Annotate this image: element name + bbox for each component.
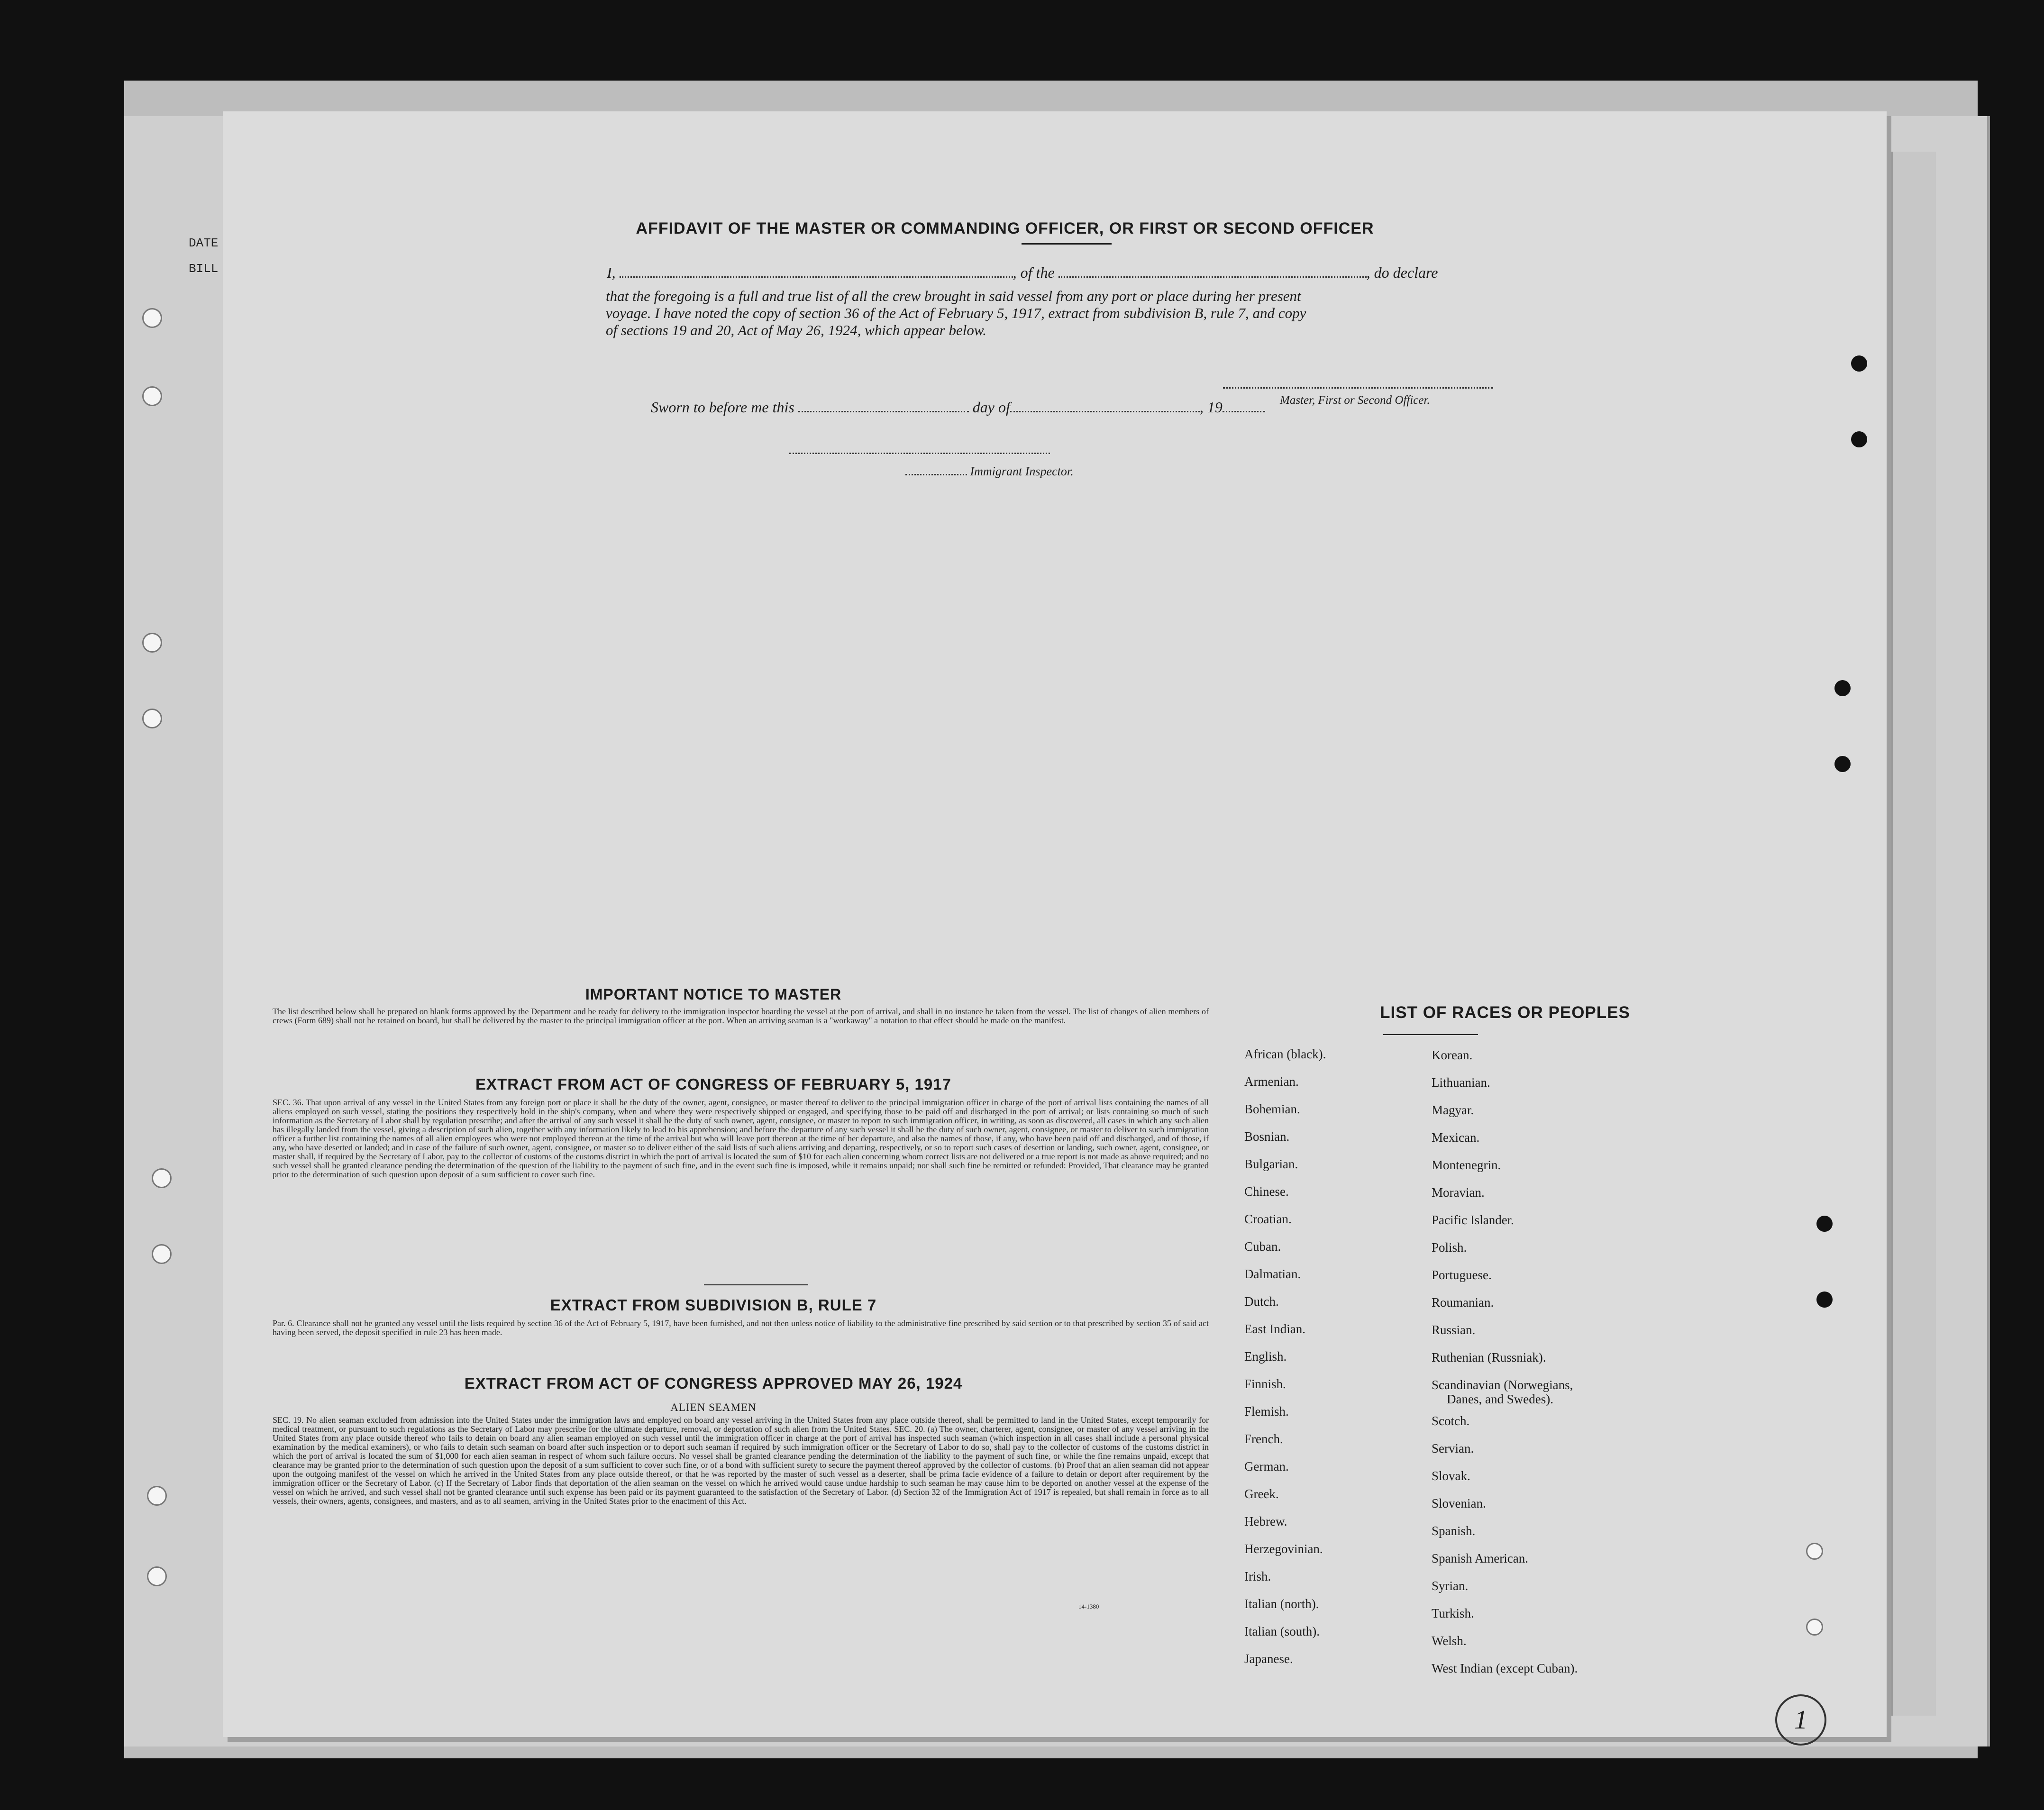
inspector-caption: [905, 464, 1074, 479]
race-entry: Bohemian.: [1244, 1102, 1300, 1116]
binder-hole-open: [1806, 1543, 1823, 1560]
race-entry: Herzegovinian.: [1244, 1542, 1323, 1556]
affidavit-i: I,: [607, 264, 616, 281]
race-entry: Flemish.: [1244, 1404, 1289, 1419]
races-title: LIST OF RACES OR PEOPLES: [1380, 1003, 1630, 1022]
race-entry: Slovenian.: [1432, 1496, 1486, 1510]
race-entry: Pacific Islander.: [1432, 1213, 1514, 1227]
extract-1917-text: SEC. 36. That upon arrival of any vessel in the United States from any foreign port or place it shall be the duty of the owner, agent, consignee, or master thereof to deliver to the principal immigration officer in charge of the port of arrival lists containing the names of all aliens employed on such vessel, stating the positions they respectively hold in the ship's company, when and where they were respectively shipped or engaged, and specifying those to be paid off and discharged in the port of arrival; or lists containing so much of such information as the Secretary of Labor shall by regulation prescribe; and after the arrival of any such vessel it shall be the duty of such owner, agent, consignee, or master to report to such immigration officer, in writing, as soon as discovered, all cases in which any such alien has illegally landed from the vessel, giving a description of such alien, together with any information likely to lead to his apprehension; and before the departure of any such vessel it shall be the duty of such owner, agent, consignee, or master to deliver to such immigration officer a further list containing the names of all alien employees who were not employed thereon at the time of the arrival but who will leave port thereon at the time of her departure, and also the names of those, if any, who have been paid off and discharged, and of those, if any, who have deserted or landed; and in case of the failure of such owner, agent, consignee, or master so to deliver either of the said lists of such aliens arriving and departing, respectively, or so to report such cases of desertion or landing, such owner, agent, consignee, or master shall, if required by the Secretary of Labor, pay to the collector of customs of the customs district in which the port of arrival is located the sum of $10 for each alien concerning whom correct lists are not delivered or a true report is not made as above required; and no such vessel shall be granted clearance pending the determination of the question of the liability to the payment of such fine, and in the event such fine is imposed, while it remains unpaid; nor shall such fine be remitted or refunded: Provided, That clearance may be granted prior to the determination of such question upon deposit of a sum sufficient to cover such fine.: [273, 1098, 1209, 1179]
sworn-month-field[interactable]: [1010, 411, 1200, 412]
affidavit-line-4: of sections 19 and 20, Act of May 26, 1924, which appear below.: [606, 322, 987, 338]
race-entry: Italian (south).: [1244, 1624, 1320, 1638]
race-entry: Cuban.: [1244, 1239, 1281, 1254]
affidavit-title: AFFIDAVIT OF THE MASTER OR COMMANDING OFFICER, OR FIRST OR SECOND OFFICER: [636, 219, 1374, 237]
race-entry: Moravian.: [1432, 1185, 1485, 1200]
year-label: , 19: [1199, 399, 1223, 416]
race-entry: Montenegrin.: [1432, 1158, 1501, 1172]
binder-hole: [1851, 431, 1867, 447]
race-entry: Armenian.: [1244, 1074, 1299, 1089]
race-entry: Syrian.: [1432, 1579, 1469, 1593]
day-of-label: day of: [972, 399, 1010, 416]
binder-hole: [1816, 1216, 1833, 1232]
race-entry: Scandinavian (Norwegians,: [1432, 1378, 1573, 1392]
rule7-rule: [704, 1284, 808, 1285]
race-entry: German.: [1244, 1459, 1289, 1473]
race-entry: Russian.: [1432, 1323, 1476, 1337]
punch-hole: [147, 1566, 167, 1586]
punch-hole: [142, 709, 162, 728]
notice-title: IMPORTANT NOTICE TO MASTER: [585, 986, 842, 1003]
extract-1924-title: EXTRACT FROM ACT OF CONGRESS APPROVED MAY 26, 1924: [464, 1374, 963, 1392]
race-entry: Bulgarian.: [1244, 1157, 1298, 1171]
punch-hole: [147, 1486, 167, 1506]
margin-bill-label: BILL: [189, 262, 219, 276]
race-entry: Irish.: [1244, 1569, 1271, 1583]
race-entry: Bosnian.: [1244, 1129, 1290, 1144]
race-entry: East Indian.: [1244, 1322, 1305, 1336]
sworn-year-field[interactable]: [1223, 411, 1265, 412]
race-entry: Italian (north).: [1244, 1597, 1319, 1611]
races-left-column: [1244, 1040, 1420, 1673]
extract-1924-text: SEC. 19. No alien seaman excluded from admission into the United States under the immigration laws and employed on board any vessel arriving in the United States from any place outside thereof, shall be permitted to land in the United States, except temporarily for medical treatment, or pursuant to such regulations as the Secretary of Labor may prescribe for the ultimate departure, removal, or deportation of such alien from the United States. SEC. 20. (a) The owner, charterer, agent, consignee, or master of any vessel arriving in the United States from any place outside thereof who fails to detain on board any alien seaman employed on such vessel until the immigration officer in charge at the port of arrival has inspected such seaman (which inspection in all cases shall include a personal physical examination by the medical examiners), or who fails to detain such seaman on board after such inspection or to deport such seaman if required by such immigration officer or the Secretary of Labor to do so, shall pay to the collector of customs of the customs district in which the port of arrival is located the sum of $1,000 for each alien seaman in respect of whom such failure occurs. No vessel shall be granted clearance pending the determination of the liability to the payment of such fine, or while the fine remains unpaid, except that clearance may be granted prior to the determination of such question upon the deposit of a sum sufficient to cover such fine, or of a bond with sufficient surety to secure the payment thereof approved by the collector of customs. (b) Proof that an alien seaman did not appear upon the outgoing manifest of the vessel on which he arrived in the United States from any place outside thereof, or that he was reported by the master of such vessel as a deserter, shall be prima facie evidence of a failure to detain or deport after requirement by the immigration officer or the Secretary of Labor. (c) If the Secretary of Labor finds that deportation of the alien seaman on the vessel on which he arrived would cause undue hardship to such seaman he may cause him to be deported on another vessel at the expense of the vessel on which he arrived, and such vessel shall not be granted clearance until such expense has been paid or its payment guaranteed to the satisfaction of the Secretary of Labor. (d) Section 32 of the Immigration Act of 1917 is repealed, but shall remain in force as to all vessels, their owners, agents, consignees, and masters, and as to all seamen, arriving in the United States prior to the enactment of this Act.: [273, 1415, 1209, 1506]
under-sheet-edge: [1891, 152, 1936, 1716]
race-entry: Polish.: [1432, 1240, 1467, 1255]
punch-hole: [152, 1244, 172, 1264]
race-entry: Mexican.: [1432, 1130, 1480, 1145]
race-entry: Welsh.: [1432, 1634, 1467, 1648]
race-entry: Dalmatian.: [1244, 1267, 1301, 1281]
affidavit-line-1: [607, 264, 1438, 282]
race-entry: English.: [1244, 1349, 1287, 1364]
race-entry: Servian.: [1432, 1441, 1474, 1455]
binder-hole: [1834, 756, 1851, 772]
extract-rule7-text: Par. 6. Clearance shall not be granted any vessel until the lists required by section 36 of the Act of February 5, 1917, have been furnished, and not then unless notice of liability to the administrative fine prescribed by said section or to that prescribed by section 35 of said act having been served, the deposit specified in rule 23 has been made.: [273, 1319, 1209, 1337]
alien-seamen-subtitle: ALIEN SEAMEN: [670, 1401, 757, 1413]
extract-1917-title: EXTRACT FROM ACT OF CONGRESS OF FEBRUARY 5, 1917: [475, 1075, 951, 1093]
inspector-dots: [905, 474, 967, 475]
race-entry: Dutch.: [1244, 1294, 1279, 1309]
races-right-column: [1432, 1041, 1763, 1682]
binder-hole: [1851, 355, 1867, 372]
race-entry: Turkish.: [1432, 1606, 1474, 1620]
sworn-day-field[interactable]: [798, 411, 969, 412]
race-entry: Roumanian.: [1432, 1295, 1494, 1310]
affidavit-do-declare: , do declare: [1366, 264, 1438, 281]
master-signature-caption: Master, First or Second Officer.: [1280, 394, 1430, 407]
page-mark: 1: [1794, 1705, 1807, 1735]
affidavit-line-3: voyage. I have noted the copy of section 36 of the Act of February 5, 1917, extract from subdivision B, rule 7, and copy: [606, 305, 1306, 321]
races-rule: [1383, 1034, 1478, 1035]
race-entry: Greek.: [1244, 1487, 1279, 1501]
vessel-name-field[interactable]: [1058, 276, 1367, 278]
race-entry: Japanese.: [1244, 1652, 1293, 1666]
punch-hole: [142, 386, 162, 406]
race-entry: Lithuanian.: [1432, 1075, 1490, 1090]
race-entry: Spanish American.: [1432, 1551, 1528, 1565]
race-entry: Finnish.: [1244, 1377, 1286, 1391]
race-entry: West Indian (except Cuban).: [1432, 1661, 1578, 1675]
race-entry: Korean.: [1432, 1048, 1473, 1062]
race-entry: French.: [1244, 1432, 1283, 1446]
sworn-label: Sworn to before me this: [651, 399, 794, 416]
inspector-label: Immigrant Inspector.: [970, 464, 1074, 478]
sworn-line: [651, 399, 1265, 416]
binder-hole: [1834, 680, 1851, 696]
race-entry: Danes, and Swedes).: [1447, 1392, 1553, 1406]
notice-text: The list described below shall be prepared on blank forms approved by the Department and be ready for delivery to the immigration inspector boarding the vessel at the port of arrival, and shall in no instance be taken from the vessel. The list of changes of alien members of crews (Form 689) shall not be retained on board, but shall be delivered by the master to the principal immigration officer at the port. When an arriving seaman is a "workaway" a notation to that effect should be made on the manifest.: [273, 1007, 1209, 1025]
affidavit-of-the: , of the: [1013, 264, 1055, 281]
race-entry: Chinese.: [1244, 1184, 1289, 1199]
form-number: 14-1380: [1078, 1603, 1099, 1610]
affidavit-rule: [1022, 243, 1112, 245]
master-signature-line[interactable]: [1223, 387, 1493, 389]
affidavit-line-2: that the foregoing is a full and true list of all the crew brought in said vessel from any port or place during her present: [606, 288, 1301, 304]
race-entry: Spanish.: [1432, 1524, 1476, 1538]
race-entry: Hebrew.: [1244, 1514, 1287, 1528]
inspector-signature-line[interactable]: [789, 453, 1050, 454]
race-entry: Magyar.: [1432, 1103, 1474, 1117]
race-entry: Ruthenian (Russniak).: [1432, 1350, 1546, 1364]
race-entry: Scotch.: [1432, 1414, 1470, 1428]
punch-hole: [142, 633, 162, 653]
punch-hole: [142, 308, 162, 328]
binder-hole-open: [1806, 1619, 1823, 1636]
page-mark-circle: [1775, 1694, 1826, 1746]
race-entry: Croatian.: [1244, 1212, 1292, 1226]
punch-hole: [152, 1168, 172, 1188]
margin-date-label: DATE: [189, 236, 219, 250]
race-entry: Slovak.: [1432, 1469, 1470, 1483]
master-name-field[interactable]: [620, 276, 1013, 278]
extract-rule7-title: EXTRACT FROM SUBDIVISION B, RULE 7: [550, 1296, 877, 1314]
race-entry: African (black).: [1244, 1047, 1326, 1061]
binder-hole: [1816, 1292, 1833, 1308]
race-entry: Portuguese.: [1432, 1268, 1492, 1282]
form-sheet: [223, 111, 1887, 1737]
